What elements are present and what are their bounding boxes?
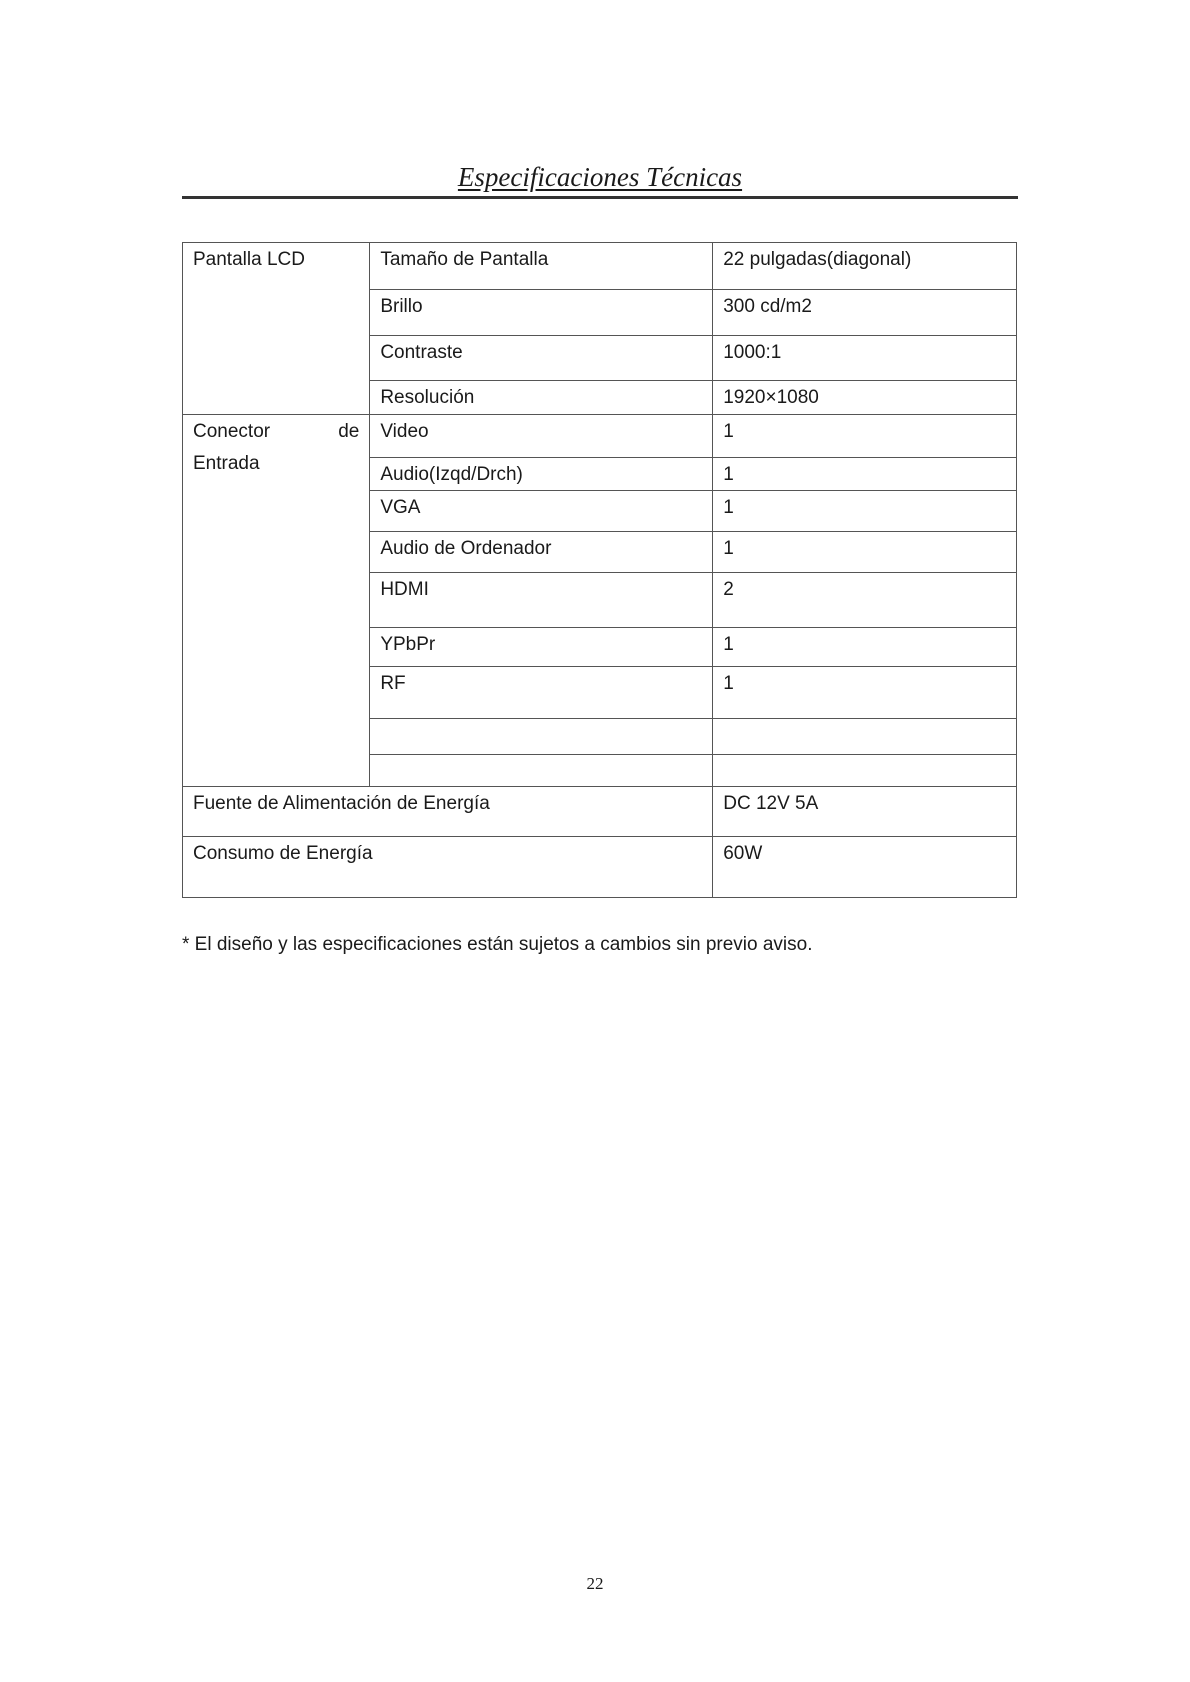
spec-value bbox=[713, 755, 1017, 787]
spec-value: 1 bbox=[713, 458, 1017, 491]
page-title: Especificaciones Técnicas bbox=[457, 162, 743, 192]
spec-label: Brillo bbox=[370, 290, 713, 336]
spec-value: 22 pulgadas(diagonal) bbox=[713, 243, 1017, 290]
spec-table bbox=[182, 242, 1017, 898]
title-rule bbox=[182, 160, 1018, 199]
spec-label: HDMI bbox=[370, 573, 713, 628]
footnote: * El diseño y las especificaciones están sujetos a cambios sin previo aviso. bbox=[182, 934, 813, 955]
page-number: 22 bbox=[586, 1574, 604, 1593]
group-cell-lcd bbox=[183, 243, 370, 415]
table-row bbox=[183, 837, 1017, 898]
group-cell-input bbox=[183, 415, 370, 787]
spec-value: 1 bbox=[713, 491, 1017, 532]
power-supply-label: Fuente de Alimentación de Energía bbox=[183, 787, 713, 837]
power-consumption-value: 60W bbox=[713, 837, 1017, 898]
spec-value: 1 bbox=[713, 667, 1017, 719]
spec-label: Video bbox=[370, 415, 713, 458]
spec-label bbox=[370, 755, 713, 787]
spec-label: Tamaño de Pantalla bbox=[370, 243, 713, 290]
spec-value bbox=[713, 719, 1017, 755]
spec-label: Resolución bbox=[370, 381, 713, 415]
group-label-input-word1: Conector bbox=[193, 421, 271, 442]
spec-value: 1 bbox=[713, 532, 1017, 573]
spec-label: VGA bbox=[370, 491, 713, 532]
group-label-input-line2: Entrada bbox=[193, 453, 260, 474]
spec-label: Audio(Izqd/Drch) bbox=[370, 458, 713, 491]
spec-value: 2 bbox=[713, 573, 1017, 628]
group-label-input-word2: de bbox=[338, 421, 360, 442]
spec-value: 1000:1 bbox=[713, 336, 1017, 381]
table-row bbox=[183, 787, 1017, 837]
power-consumption-label: Consumo de Energía bbox=[183, 837, 713, 898]
table-row bbox=[183, 415, 1017, 458]
spec-value: 1 bbox=[713, 415, 1017, 458]
spec-label bbox=[370, 719, 713, 755]
spec-value: 300 cd/m2 bbox=[713, 290, 1017, 336]
spec-label: YPbPr bbox=[370, 628, 713, 667]
spec-value: 1920×1080 bbox=[713, 381, 1017, 415]
spec-value: 1 bbox=[713, 628, 1017, 667]
power-supply-value: DC 12V 5A bbox=[713, 787, 1017, 837]
spec-label: Audio de Ordenador bbox=[370, 532, 713, 573]
spec-label: RF bbox=[370, 667, 713, 719]
group-label-input-line1 bbox=[193, 420, 359, 444]
group-label-lcd: Pantalla LCD bbox=[193, 249, 305, 270]
table-row bbox=[183, 243, 1017, 290]
spec-label: Contraste bbox=[370, 336, 713, 381]
